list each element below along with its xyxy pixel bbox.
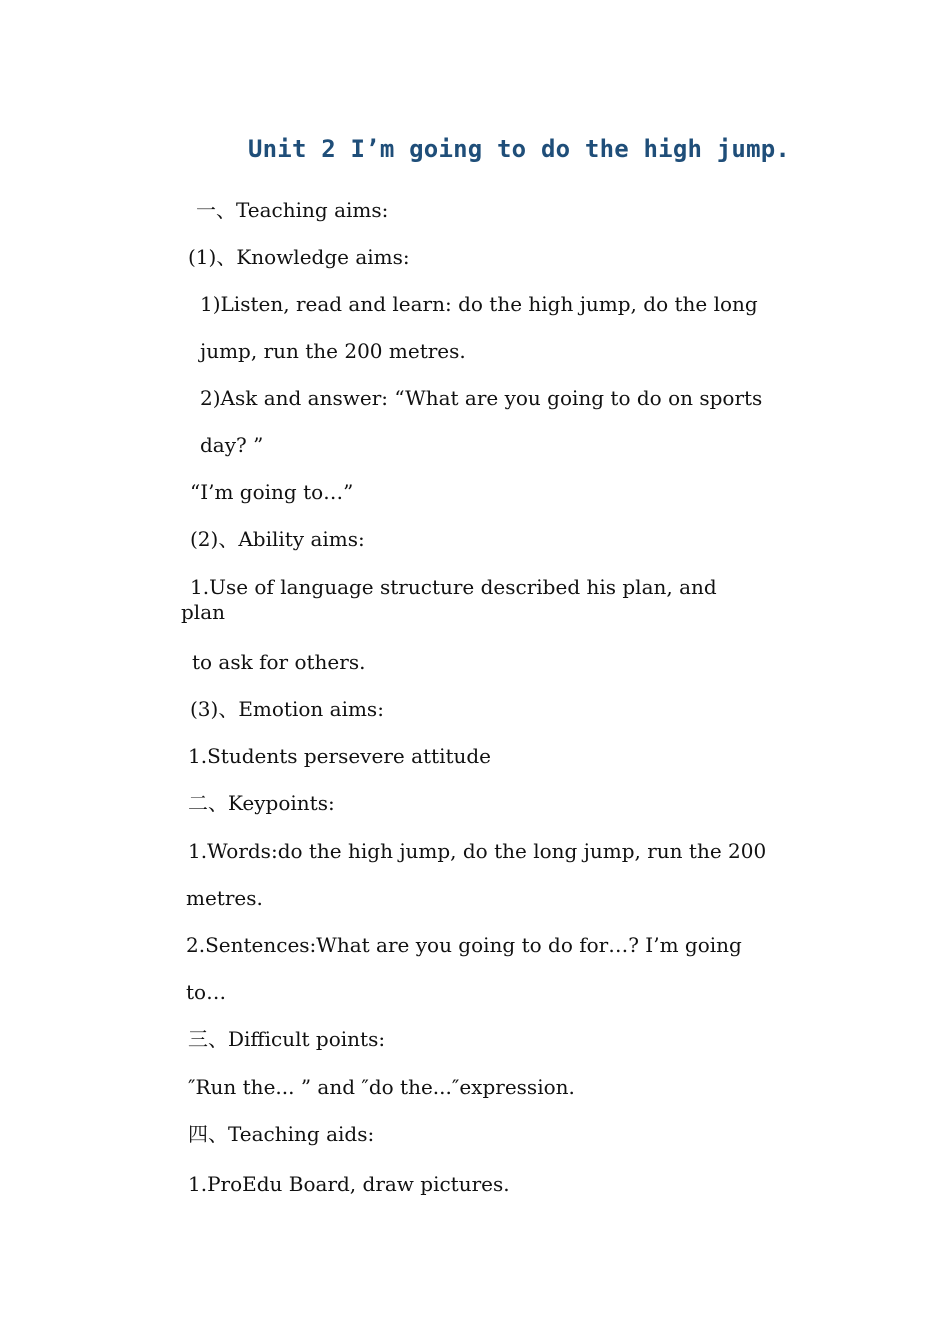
section-heading-difficult-points: 三、Difficult points: [188, 1027, 386, 1051]
subheading-emotion-aims: (3)、Emotion aims: [190, 697, 384, 721]
text-line: to… [186, 980, 227, 1004]
subheading-ability-aims: (2)、Ability aims: [190, 527, 365, 551]
text-line: 1.Use of language structure described his plan, and [190, 575, 717, 599]
text-line: 2.Sentences:What are you going to do for…? I’m going [186, 933, 742, 957]
section-heading-teaching-aims: 一、Teaching aims: [196, 198, 389, 222]
text-line: day? ” [200, 433, 264, 457]
section-heading-keypoints: 二、Keypoints: [188, 791, 335, 815]
subheading-knowledge-aims: (1)、Knowledge aims: [188, 245, 410, 269]
document-title: Unit 2 I’m going to do the high jump. [248, 135, 791, 163]
text-line: jump, run the 200 metres. [200, 339, 466, 363]
text-line: “I’m going to…” [190, 480, 354, 504]
section-heading-teaching-aids: 四、Teaching aids: [188, 1122, 375, 1146]
text-line: to ask for others. [192, 650, 366, 674]
text-line: 1.Students persevere attitude [188, 744, 492, 768]
text-line: 1.ProEdu Board, draw pictures. [188, 1172, 510, 1196]
text-line: 1.Words:do the high jump, do the long jump, run the 200 [188, 839, 767, 863]
text-line: 1)Listen, read and learn: do the high jump, do the long [200, 292, 758, 316]
text-line: 2)Ask and answer: “What are you going to do on sports [200, 386, 763, 410]
text-line: metres. [186, 886, 263, 910]
text-line: ″Run the... ” and ″do the...″expression. [188, 1075, 575, 1099]
text-line: plan [181, 600, 226, 624]
